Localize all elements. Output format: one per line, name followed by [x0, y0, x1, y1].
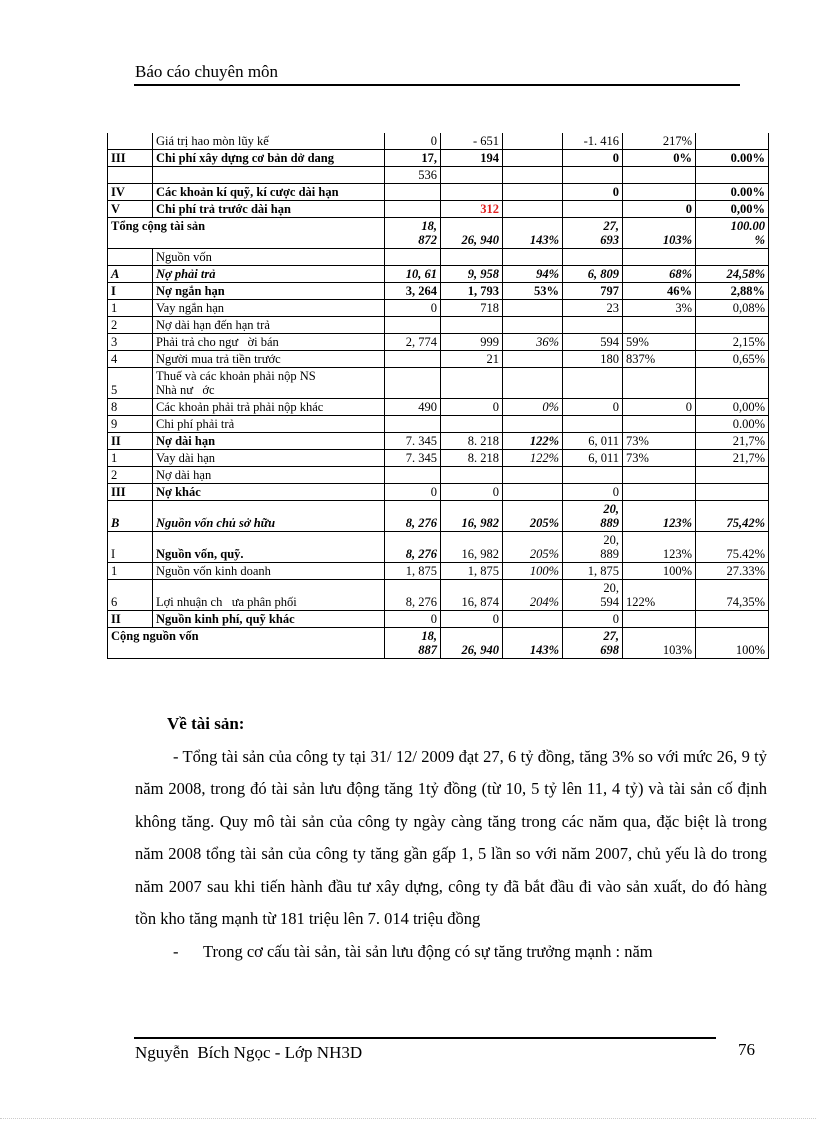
table-cell: 53% — [503, 283, 563, 300]
table-cell — [623, 167, 696, 184]
table-row — [108, 133, 769, 150]
table-cell: 20, 594 — [563, 580, 623, 611]
table-cell — [563, 368, 623, 399]
table-cell: 100% — [623, 563, 696, 580]
table-cell: Vay dài hạn — [153, 450, 385, 467]
table-cell: 0 — [623, 399, 696, 416]
table-cell: Phải trả cho ngư ời bán — [153, 334, 385, 351]
table-cell: Thuế và các khoản phải nộp NS Nhà nư ớc — [153, 368, 385, 399]
balance-sheet-table — [107, 133, 769, 659]
table-cell — [563, 467, 623, 484]
table-cell: 0 — [385, 484, 441, 501]
table-cell: 21,7% — [696, 433, 769, 450]
table-cell: 75,42% — [696, 501, 769, 532]
table-cell: 0 — [441, 484, 503, 501]
table-cell — [441, 249, 503, 266]
table-row — [108, 283, 769, 300]
table-cell: Nguồn kinh phí, quỹ khác — [153, 611, 385, 628]
table-cell: 205% — [503, 532, 563, 563]
table-cell: 23 — [563, 300, 623, 317]
table-cell — [441, 167, 503, 184]
table-cell: 18, 872 — [385, 218, 441, 249]
table-cell — [563, 249, 623, 266]
table-cell — [623, 184, 696, 201]
table-cell: 6 — [108, 580, 153, 611]
table-cell: I — [108, 283, 153, 300]
table-cell — [385, 467, 441, 484]
table-cell: 100.00 % — [696, 218, 769, 249]
table-cell: 0% — [623, 150, 696, 167]
table-cell — [503, 249, 563, 266]
table-cell — [385, 249, 441, 266]
table-cell: 3% — [623, 300, 696, 317]
table-cell: 1, 875 — [385, 563, 441, 580]
table-cell: 18, 887 — [385, 628, 441, 659]
table-cell: 5 — [108, 368, 153, 399]
table-cell: 94% — [503, 266, 563, 283]
table-row — [108, 150, 769, 167]
table-cell: 75.42% — [696, 532, 769, 563]
table-cell: Nguồn vốn — [153, 249, 385, 266]
table-row — [108, 266, 769, 283]
table-cell — [623, 611, 696, 628]
table-cell: 180 — [563, 351, 623, 368]
table-cell: 0 — [563, 399, 623, 416]
table-cell: A — [108, 266, 153, 283]
table-cell — [153, 167, 385, 184]
table-cell — [563, 201, 623, 218]
table-row — [108, 580, 769, 611]
table-cell — [696, 167, 769, 184]
table-cell: 46% — [623, 283, 696, 300]
table-cell — [503, 300, 563, 317]
table-cell — [503, 150, 563, 167]
table-cell: 8, 276 — [385, 532, 441, 563]
table-cell: 10, 61 — [385, 266, 441, 283]
table-cell: Các khoản phải trả phải nộp khác — [153, 399, 385, 416]
table-cell: 0 — [623, 201, 696, 218]
table-row — [108, 218, 769, 249]
table-cell: 1, 875 — [441, 563, 503, 580]
table-cell: 312 — [441, 201, 503, 218]
table-cell: 16, 982 — [441, 501, 503, 532]
table-row — [108, 334, 769, 351]
table-cell: 17, — [385, 150, 441, 167]
table-cell: 8 — [108, 399, 153, 416]
table-cell — [108, 133, 153, 150]
table-cell — [108, 249, 153, 266]
table-cell: -1. 416 — [563, 133, 623, 150]
table-cell — [623, 249, 696, 266]
table-cell: 837% — [623, 351, 696, 368]
table-row — [108, 300, 769, 317]
table-cell: 8, 276 — [385, 580, 441, 611]
table-row — [108, 501, 769, 532]
table-cell — [385, 351, 441, 368]
table-cell — [503, 317, 563, 334]
table-row — [108, 450, 769, 467]
table-cell: 0,65% — [696, 351, 769, 368]
table-cell: 2, 774 — [385, 334, 441, 351]
table-cell: Nợ ngắn hạn — [153, 283, 385, 300]
table-cell — [503, 467, 563, 484]
table-cell: 59% — [623, 334, 696, 351]
table-cell — [696, 611, 769, 628]
table-cell: 0% — [503, 399, 563, 416]
table-cell: 204% — [503, 580, 563, 611]
table-cell: - 651 — [441, 133, 503, 150]
table-cell: 24,58% — [696, 266, 769, 283]
table-cell — [441, 184, 503, 201]
table-cell: 26, 940 — [441, 218, 503, 249]
table-cell — [385, 368, 441, 399]
table-cell — [623, 484, 696, 501]
table-cell: 100% — [696, 628, 769, 659]
table-cell: 6, 011 — [563, 450, 623, 467]
table-cell: 27, 693 — [563, 218, 623, 249]
table-cell: 27.33% — [696, 563, 769, 580]
table-cell: Nợ phải trả — [153, 266, 385, 283]
table-cell: 122% — [503, 450, 563, 467]
table-cell: Nguồn vốn kinh doanh — [153, 563, 385, 580]
table-cell: 20, 889 — [563, 532, 623, 563]
table-cell — [696, 249, 769, 266]
table-cell: 0 — [441, 611, 503, 628]
table-cell — [696, 368, 769, 399]
table-cell: Nợ khác — [153, 484, 385, 501]
table-row — [108, 563, 769, 580]
table-cell: 122% — [623, 580, 696, 611]
table-cell — [696, 484, 769, 501]
table-cell — [563, 317, 623, 334]
table-cell: 9, 958 — [441, 266, 503, 283]
table-cell — [441, 317, 503, 334]
table-cell: 6, 809 — [563, 266, 623, 283]
page-number: 76 — [738, 1040, 755, 1059]
table-cell: Tổng cộng tài sản — [108, 218, 385, 249]
header-rule — [134, 84, 740, 86]
table-cell: 0 — [441, 399, 503, 416]
table-cell: 1, 875 — [563, 563, 623, 580]
table-cell: III — [108, 150, 153, 167]
table-cell: 103% — [623, 628, 696, 659]
table-cell: 8, 276 — [385, 501, 441, 532]
table-row — [108, 317, 769, 334]
table-cell: 7. 345 — [385, 450, 441, 467]
table-cell: Nguồn vốn chủ sở hữu — [153, 501, 385, 532]
table-cell: 143% — [503, 218, 563, 249]
table-cell: 21 — [441, 351, 503, 368]
table-cell — [623, 416, 696, 433]
table-cell: 1 — [108, 300, 153, 317]
table-cell: 122% — [503, 433, 563, 450]
table-cell — [503, 484, 563, 501]
table-cell: II — [108, 433, 153, 450]
table-cell — [441, 416, 503, 433]
table-cell: Các khoản kí quỹ, kí cược dài hạn — [153, 184, 385, 201]
table-cell — [385, 184, 441, 201]
table-cell — [623, 368, 696, 399]
table-cell: Nợ dài hạn — [153, 467, 385, 484]
table-cell: 0 — [563, 611, 623, 628]
table-cell — [503, 368, 563, 399]
table-cell: Cộng nguồn vốn — [108, 628, 385, 659]
table-cell: 7. 345 — [385, 433, 441, 450]
table-cell: 797 — [563, 283, 623, 300]
table-cell: Người mua trả tiền trước — [153, 351, 385, 368]
table-cell: 16, 982 — [441, 532, 503, 563]
table-cell — [623, 467, 696, 484]
table-cell: Lợi nhuận ch ưa phân phối — [153, 580, 385, 611]
table-row — [108, 532, 769, 563]
table-row — [108, 433, 769, 450]
table-cell: 123% — [623, 501, 696, 532]
table-cell — [503, 184, 563, 201]
table-cell: 74,35% — [696, 580, 769, 611]
table-row — [108, 368, 769, 399]
table-cell: 68% — [623, 266, 696, 283]
table-cell: 0 — [563, 484, 623, 501]
table-cell: 9 — [108, 416, 153, 433]
table-cell: 73% — [623, 433, 696, 450]
table-cell: 2 — [108, 317, 153, 334]
table-cell — [563, 416, 623, 433]
table-cell: 217% — [623, 133, 696, 150]
table-cell: Chi phí xây dựng cơ bản dở dang — [153, 150, 385, 167]
table-cell: 0,00% — [696, 201, 769, 218]
table-cell: 100% — [503, 563, 563, 580]
table-row — [108, 399, 769, 416]
table-cell — [623, 317, 696, 334]
table-cell: 2,15% — [696, 334, 769, 351]
page-header-title: Báo cáo chuyên môn — [135, 62, 279, 81]
table-cell — [696, 467, 769, 484]
table-cell — [696, 317, 769, 334]
table-cell: 26, 940 — [441, 628, 503, 659]
table-row — [108, 611, 769, 628]
table-cell: 8. 218 — [441, 433, 503, 450]
table-row — [108, 249, 769, 266]
table-cell — [385, 416, 441, 433]
table-cell — [441, 368, 503, 399]
table-cell: Nợ dài hạn — [153, 433, 385, 450]
table-cell: 999 — [441, 334, 503, 351]
table-cell: 16, 874 — [441, 580, 503, 611]
table-cell: 20, 889 — [563, 501, 623, 532]
table-cell: 0 — [385, 133, 441, 150]
table-cell: 718 — [441, 300, 503, 317]
body-text — [135, 708, 767, 968]
table-cell — [385, 201, 441, 218]
table-cell: 27, 698 — [563, 628, 623, 659]
table-cell: 123% — [623, 532, 696, 563]
table-cell: III — [108, 484, 153, 501]
table-cell: 3, 264 — [385, 283, 441, 300]
table-cell: 21,7% — [696, 450, 769, 467]
table-row — [108, 351, 769, 368]
table-cell — [503, 201, 563, 218]
table-cell: 0 — [385, 611, 441, 628]
table-cell: 143% — [503, 628, 563, 659]
table-cell — [503, 611, 563, 628]
table-cell: V — [108, 201, 153, 218]
table-cell: Chi phí trả trước dài hạn — [153, 201, 385, 218]
table-cell: 0.00% — [696, 184, 769, 201]
table-row — [108, 484, 769, 501]
table-cell: 0,08% — [696, 300, 769, 317]
table-cell: 490 — [385, 399, 441, 416]
table-cell — [108, 167, 153, 184]
table-cell: 0,00% — [696, 399, 769, 416]
table-row — [108, 167, 769, 184]
table-cell: 36% — [503, 334, 563, 351]
table-cell — [503, 416, 563, 433]
table-row — [108, 201, 769, 218]
footer-rule — [134, 1037, 716, 1039]
table-cell: 6, 011 — [563, 433, 623, 450]
table-cell — [385, 317, 441, 334]
paragraph-1: - Tổng tài sản của công ty tại 31/ 12/ 2009 đạt 27, 6 tỷ đồng, tăng 3% so với mức 26, 9 tỷ năm 2008, trong đó tài sản lưu động tăng 1tỷ đồng (từ 10, 5 tỷ lên 11, 4 tỷ) và tài sản cố định không tăng. Quy mô tài sản của công ty ngày càng tăng trong các năm qua, đặc biệt là trong năm 2008 tổng tài sản của công ty tăng gần gấp 1, 5 lần so với năm 2007, chủ yếu là do trong năm 2007 sau khi tiến hành đầu tư xây dựng, công ty đã bắt đầu đi vào sản xuất, do đó hàng tồn kho tăng mạnh từ 181 triệu lên 7. 014 triệu đồng — [135, 746, 767, 928]
table-cell: 0.00% — [696, 416, 769, 433]
footer-author: Nguyễn Bích Ngọc - Lớp NH3D — [135, 1043, 363, 1062]
table-cell — [503, 351, 563, 368]
table-cell: 4 — [108, 351, 153, 368]
table-cell: Nợ dài hạn đến hạn trả — [153, 317, 385, 334]
table-row — [108, 467, 769, 484]
table-row — [108, 184, 769, 201]
table-cell — [563, 167, 623, 184]
table-cell: 1 — [108, 450, 153, 467]
table-cell: I — [108, 532, 153, 563]
table-cell: Nguồn vốn, quỹ. — [153, 532, 385, 563]
table-cell: 205% — [503, 501, 563, 532]
table-cell: Giá trị hao mòn lũy kế — [153, 133, 385, 150]
table-cell: 194 — [441, 150, 503, 167]
table-cell — [441, 467, 503, 484]
table-cell: 536 — [385, 167, 441, 184]
table-cell: B — [108, 501, 153, 532]
table-cell: 0 — [563, 184, 623, 201]
table-cell: 103% — [623, 218, 696, 249]
section-heading: Về tài sản: — [167, 714, 245, 733]
table-cell: 3 — [108, 334, 153, 351]
table-row — [108, 416, 769, 433]
table-cell: 2,88% — [696, 283, 769, 300]
table-cell: 0 — [563, 150, 623, 167]
table-cell: 0.00% — [696, 150, 769, 167]
table-cell: 1 — [108, 563, 153, 580]
table-cell: II — [108, 611, 153, 628]
bottom-dotted-line — [0, 1118, 816, 1119]
paragraph-2: - Trong cơ cấu tài sản, tài sản lưu động có sự tăng trưởng mạnh : năm — [173, 941, 653, 961]
table-cell: Chi phí phải trả — [153, 416, 385, 433]
table-cell: Vay ngắn hạn — [153, 300, 385, 317]
table-cell: 2 — [108, 467, 153, 484]
table-row — [108, 628, 769, 659]
table-cell: 8. 218 — [441, 450, 503, 467]
table-cell: IV — [108, 184, 153, 201]
table-cell — [503, 133, 563, 150]
table-cell: 1, 793 — [441, 283, 503, 300]
table-cell: 0 — [385, 300, 441, 317]
table-cell: 73% — [623, 450, 696, 467]
table-cell — [696, 133, 769, 150]
table-cell — [503, 167, 563, 184]
table-cell: 594 — [563, 334, 623, 351]
